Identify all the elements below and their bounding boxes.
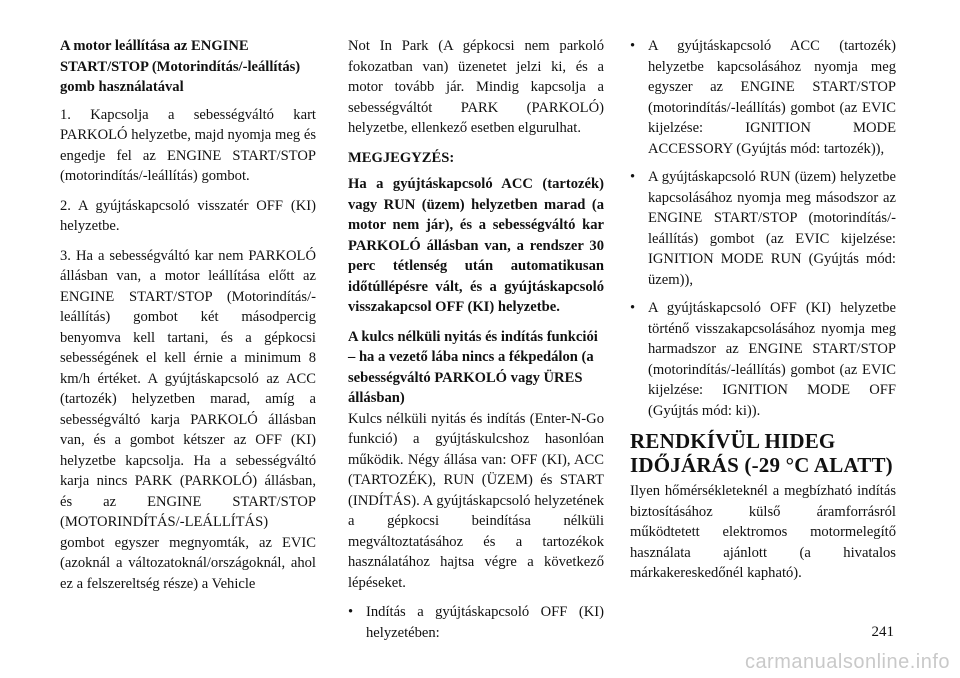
middle-column: [348, 36, 604, 651]
watermark: carmanualsonline.info: [744, 651, 950, 673]
keyless-subheading: A kulcs nélküli nyitás és indítás funkciói – ha a vezető lába nincs a fékpedálon (a sebességváltó PARKOLÓ vagy ÜRES állásban): [348, 328, 598, 406]
left-column: [60, 36, 316, 603]
note-label: MEGJEGYZÉS:: [348, 149, 455, 166]
bullet-text: Indítás a gyújtáskapcsoló OFF (KI) helyzetében:: [366, 604, 604, 641]
section-subheading: A motor leállítása az ENGINE START/STOP (Motorindítás/-leállítás) gomb használatával: [60, 38, 301, 95]
bullet-text: A gyújtáskapcsoló ACC (tartozék) helyzetbe kapcsolásához nyomja meg egyszer az ENGINE START/STOP (motorindítás/-leállítás) gombot (az EVIC kijelzése: IGNITION MODE ACCESSORY (Gyújtás mód: tartozék)),: [648, 38, 896, 157]
bullet-marker: •: [630, 300, 636, 316]
step-3: 3. Ha a sebességváltó kar nem PARKOLÓ állásban van, a motor leállítása előtt az ENGINE START/STOP (Motorindítás/-leállítás) gombot két másodpercig benyomva kell tartani, és a gépkocsi sebességének el kell érnie a minimum 8 km/h értéket. A gyújtáskapcsoló az ACC (tartozék) helyzetben marad, amíg a sebességváltó karja PARKOLÓ állásban van, és a gombot kétszer az OFF (KI) helyzetbe kapcsolja. Ha a sebességváltó karja nincs PARK (PARKOLÓ) állásban, és az ENGINE START/STOP (MOTORINDÍTÁS/-LEÁLLÍTÁS) gombot egyszer megnyomták, az EVIC (azoknál a változatoknál/országoknál, ahol ez a felszereltség része) a Vehicle: [60, 247, 316, 592]
bullet-text: A gyújtáskapcsoló OFF (KI) helyzetbe történő visszakapcsolásához nyomja meg harmadszor az ENGINE START/STOP (motorindítás/-leállítás) gombot (az EVIC kijelzése: IGNITION MODE OFF (Gyújtás mód: ki)).: [648, 300, 896, 419]
list-item: [348, 602, 604, 643]
continuation-paragraph: Not In Park (A gépkocsi nem parkoló fokozatban van) üzenetet jelzi ki, és a motor tovább jár. Mindig kapcsolja a sebességváltót PARK (PARKOLÓ) helyzetbe, ellenkező esetben elgurulhat.: [348, 38, 604, 136]
list-item: [630, 167, 896, 290]
step-1: 1. Kapcsolja a sebességváltó kart PARKOLÓ helyzetbe, majd nyomja meg és engedje fel az ENGINE START/STOP (motorindítás/-leállítás) gombot.: [60, 106, 316, 184]
bullet-marker: •: [348, 604, 354, 620]
list-item: [630, 298, 896, 421]
note-text: Ha a gyújtáskapcsoló ACC (tartozék) vagy RUN (üzem) helyzetben marad (a motor nem jár), és a sebességváltó kar PARKOLÓ állásban van, a rendszer 30 perc tétlenség után automatikusan időtúllépésre vált, és a gyújtáskapcsoló visszakapcsol OFF (KI) helyzetbe.: [348, 176, 604, 315]
keyless-body: Kulcs nélküli nyitás és indítás (Enter-N-Go funkció) a gyújtáskulcshoz hasonlóan működik. Négy állása van: OFF (KI), ACC (TARTOZÉK), RUN (ÜZEM) és START (INDÍTÁS). A gyújtáskapcsoló helyzetének a gépkocsi beindítása nélküli megváltoztatásához és a tartozékok használatához hajtsa végre a következő lépéseket.: [348, 410, 604, 591]
page-number: 241: [871, 624, 894, 640]
bullet-text: A gyújtáskapcsoló RUN (üzem) helyzetbe kapcsolásához nyomja meg másodszor az ENGINE START/STOP (motorindítás/-leállítás) gombot (az EVIC kijelzése: IGNITION MODE RUN (Gyújtás mód: üzem)),: [648, 169, 896, 288]
list-item: [630, 36, 896, 159]
step-2: 2. A gyújtáskapcsoló visszatér OFF (KI) helyzetbe.: [60, 197, 316, 234]
right-column: [630, 36, 896, 593]
section-paragraph: Ilyen hőmérsékleteknél a megbízható indítás biztosításához külső áramforrásról működtetett elektromos motormelegítő használata ajánlott (a hivatalos márkakereskedőnél kapható).: [630, 483, 896, 581]
section-heading: RENDKÍVÜL HIDEG IDŐJÁRÁS (-29 °C ALATT): [630, 429, 893, 477]
bullet-marker: •: [630, 38, 636, 54]
bullet-marker: •: [630, 169, 636, 185]
